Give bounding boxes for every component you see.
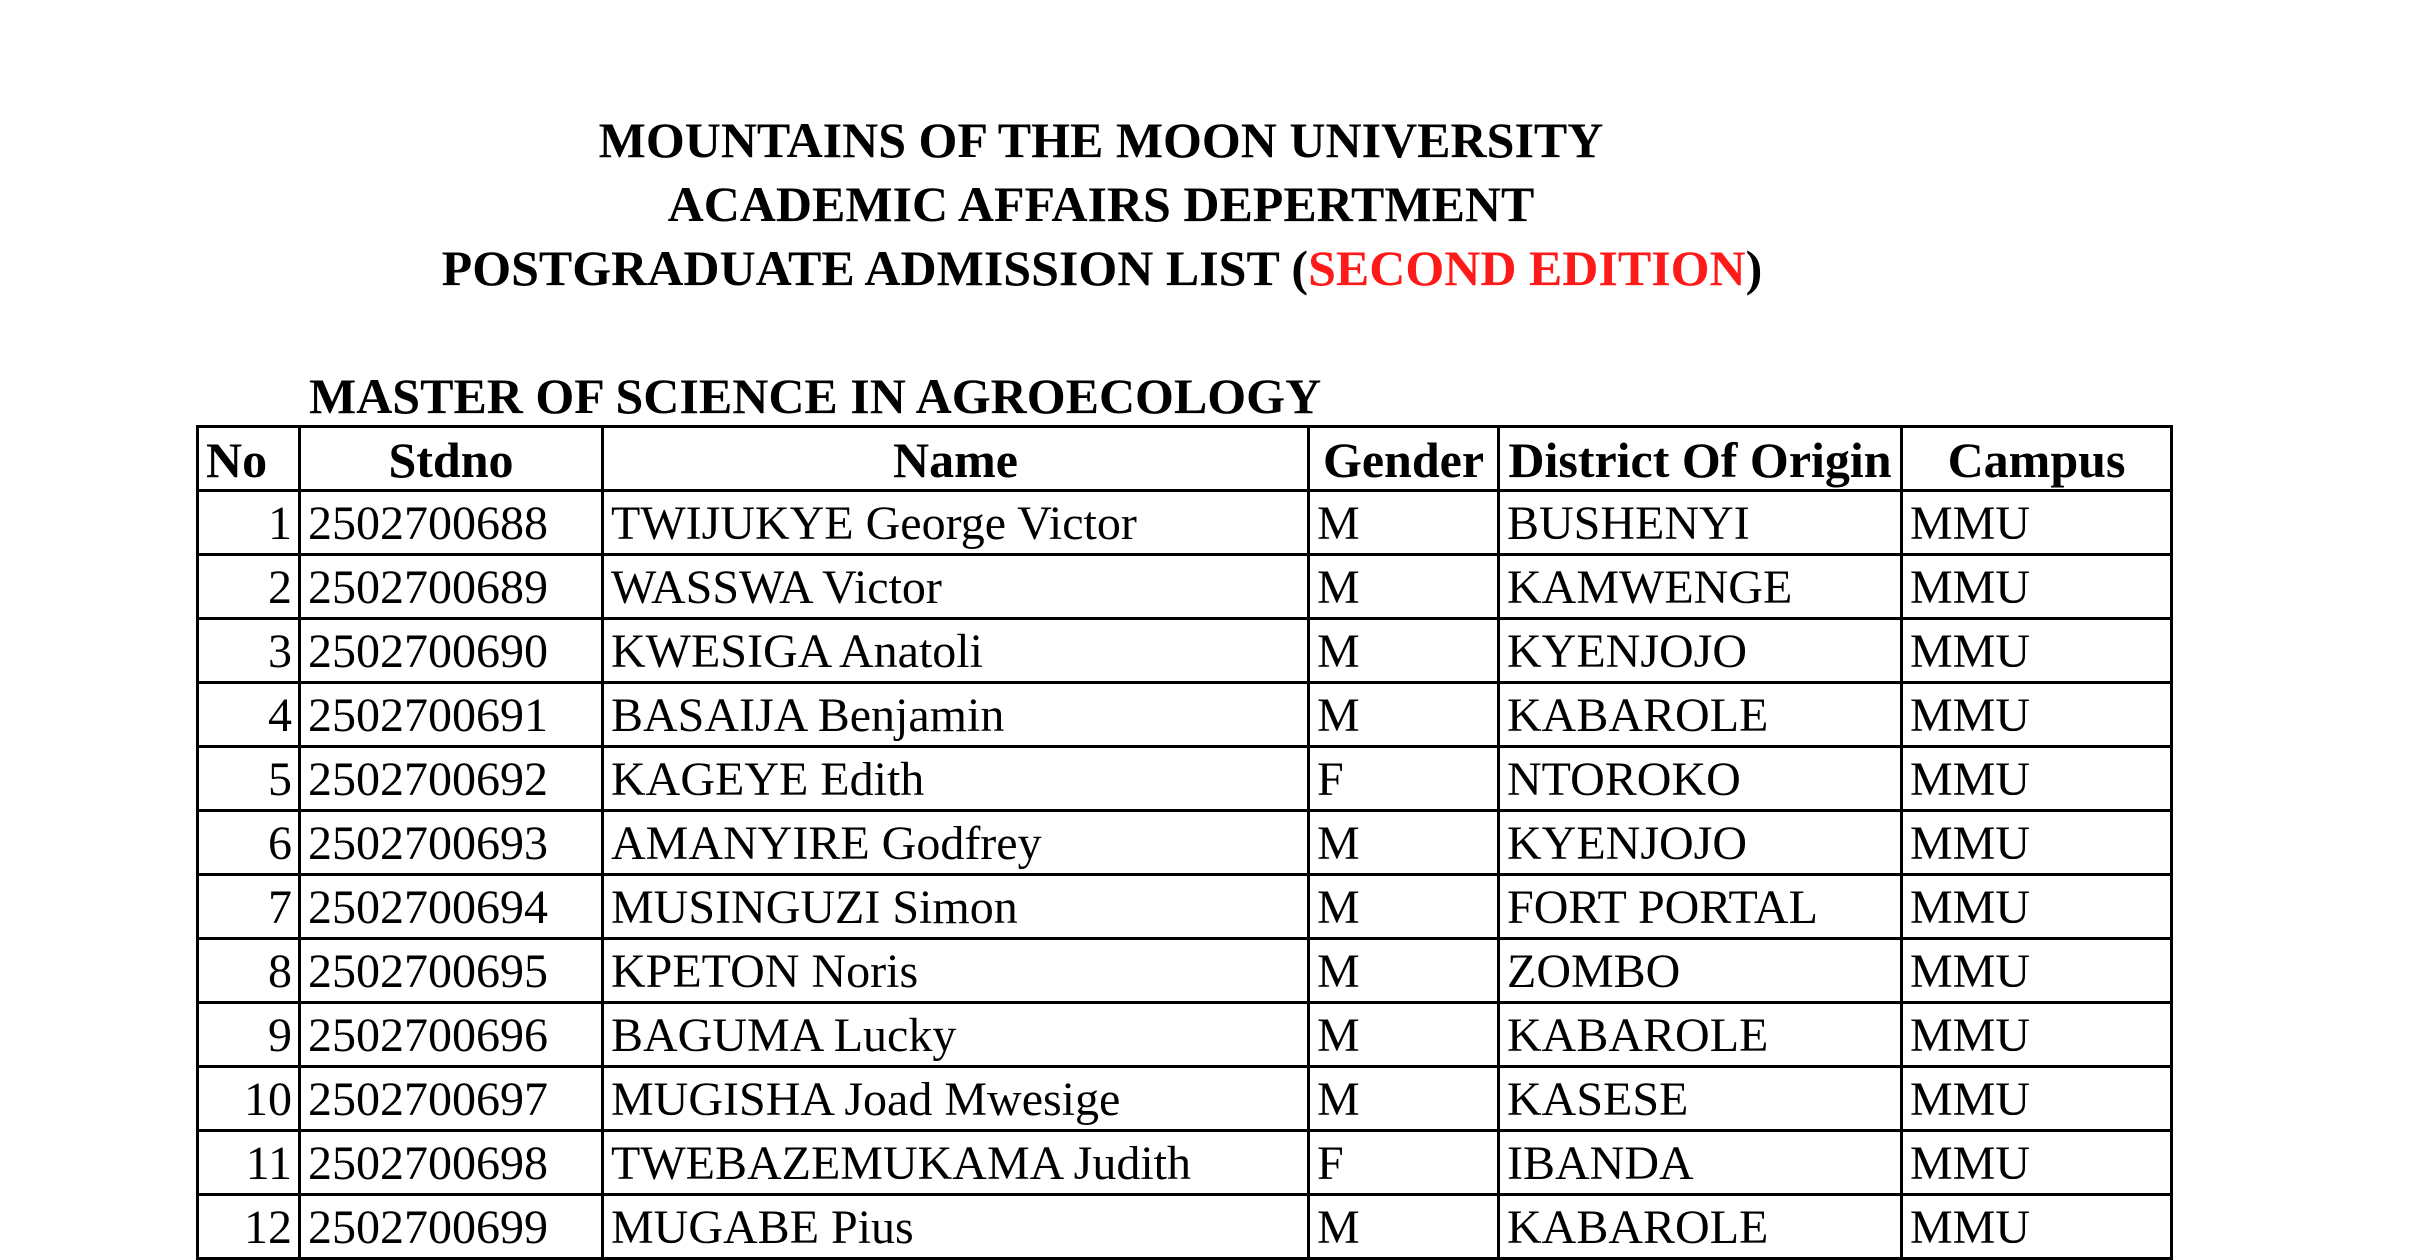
table-header-row [198,427,2172,491]
cell-gender: M [1309,1195,1499,1259]
table-row [198,875,2172,939]
cell-gender: M [1309,939,1499,1003]
cell-no: 6 [198,811,300,875]
cell-campus: MMU [1902,619,2172,683]
cell-campus: MMU [1902,811,2172,875]
cell-district: IBANDA [1499,1131,1902,1195]
cell-district: FORT PORTAL [1499,875,1902,939]
admission-list-title [0,238,2313,298]
table-row [198,939,2172,1003]
cell-name: AMANYIRE Godfrey [603,811,1309,875]
cell-no: 8 [198,939,300,1003]
cell-no: 4 [198,683,300,747]
cell-stdno: 2502700699 [300,1195,603,1259]
column-header-campus: Campus [1902,427,2172,491]
cell-campus: MMU [1902,875,2172,939]
cell-gender: M [1309,811,1499,875]
department-title: ACADEMIC AFFAIRS DEPERTMENT [667,176,1535,232]
table-row [198,555,2172,619]
cell-no: 10 [198,1067,300,1131]
cell-stdno: 2502700688 [300,491,603,555]
cell-no: 9 [198,1003,300,1067]
cell-stdno: 2502700690 [300,619,603,683]
cell-no: 7 [198,875,300,939]
cell-campus: MMU [1902,939,2172,1003]
cell-stdno: 2502700696 [300,1003,603,1067]
cell-campus: MMU [1902,491,2172,555]
list-title-suffix: ) [1745,240,1763,296]
column-header-no: No [198,427,300,491]
cell-district: KASESE [1499,1067,1902,1131]
table-row [198,491,2172,555]
cell-name: BASAIJA Benjamin [603,683,1309,747]
cell-district: KABAROLE [1499,683,1902,747]
cell-no: 2 [198,555,300,619]
cell-campus: MMU [1902,555,2172,619]
cell-campus: MMU [1902,1131,2172,1195]
table-row [198,1131,2172,1195]
cell-stdno: 2502700693 [300,811,603,875]
university-title: MOUNTAINS OF THE MOON UNIVERSITY [598,112,1604,168]
cell-no: 11 [198,1131,300,1195]
list-title-prefix: POSTGRADUATE ADMISSION LIST ( [441,240,1309,296]
table-row [198,683,2172,747]
table-body [198,491,2172,1259]
cell-gender: M [1309,491,1499,555]
cell-stdno: 2502700689 [300,555,603,619]
cell-campus: MMU [1902,1003,2172,1067]
column-header-district: District Of Origin [1499,427,1902,491]
cell-district: KABAROLE [1499,1195,1902,1259]
cell-stdno: 2502700695 [300,939,603,1003]
cell-name: TWIJUKYE George Victor [603,491,1309,555]
cell-no: 3 [198,619,300,683]
column-header-gender: Gender [1309,427,1499,491]
table-row [198,1195,2172,1259]
edition-label: SECOND EDITION [1308,240,1746,296]
cell-gender: F [1309,747,1499,811]
program-title: MASTER OF SCIENCE IN AGROECOLOGY [309,368,1322,424]
cell-district: BUSHENYI [1499,491,1902,555]
cell-campus: MMU [1902,747,2172,811]
cell-stdno: 2502700698 [300,1131,603,1195]
cell-name: MUGABE Pius [603,1195,1309,1259]
cell-campus: MMU [1902,1067,2172,1131]
cell-gender: F [1309,1131,1499,1195]
cell-campus: MMU [1902,1195,2172,1259]
cell-name: MUSINGUZI Simon [603,875,1309,939]
table-row [198,747,2172,811]
cell-no: 1 [198,491,300,555]
cell-name: KWESIGA Anatoli [603,619,1309,683]
cell-district: KYENJOJO [1499,811,1902,875]
table-row [198,619,2172,683]
cell-campus: MMU [1902,683,2172,747]
cell-stdno: 2502700692 [300,747,603,811]
table-row [198,811,2172,875]
cell-name: MUGISHA Joad Mwesige [603,1067,1309,1131]
cell-stdno: 2502700691 [300,683,603,747]
table-row [198,1003,2172,1067]
cell-name: TWEBAZEMUKAMA Judith [603,1131,1309,1195]
cell-district: KAMWENGE [1499,555,1902,619]
column-header-stdno: Stdno [300,427,603,491]
cell-gender: M [1309,619,1499,683]
admission-table [196,425,2173,1260]
cell-district: KABAROLE [1499,1003,1902,1067]
cell-district: KYENJOJO [1499,619,1902,683]
cell-gender: M [1309,1003,1499,1067]
table-row [198,1067,2172,1131]
cell-gender: M [1309,683,1499,747]
cell-gender: M [1309,555,1499,619]
cell-gender: M [1309,1067,1499,1131]
cell-name: KAGEYE Edith [603,747,1309,811]
cell-name: BAGUMA Lucky [603,1003,1309,1067]
cell-no: 5 [198,747,300,811]
cell-district: NTOROKO [1499,747,1902,811]
cell-no: 12 [198,1195,300,1259]
cell-name: KPETON Noris [603,939,1309,1003]
cell-gender: M [1309,875,1499,939]
cell-district: ZOMBO [1499,939,1902,1003]
cell-name: WASSWA Victor [603,555,1309,619]
cell-stdno: 2502700694 [300,875,603,939]
cell-stdno: 2502700697 [300,1067,603,1131]
column-header-name: Name [603,427,1309,491]
